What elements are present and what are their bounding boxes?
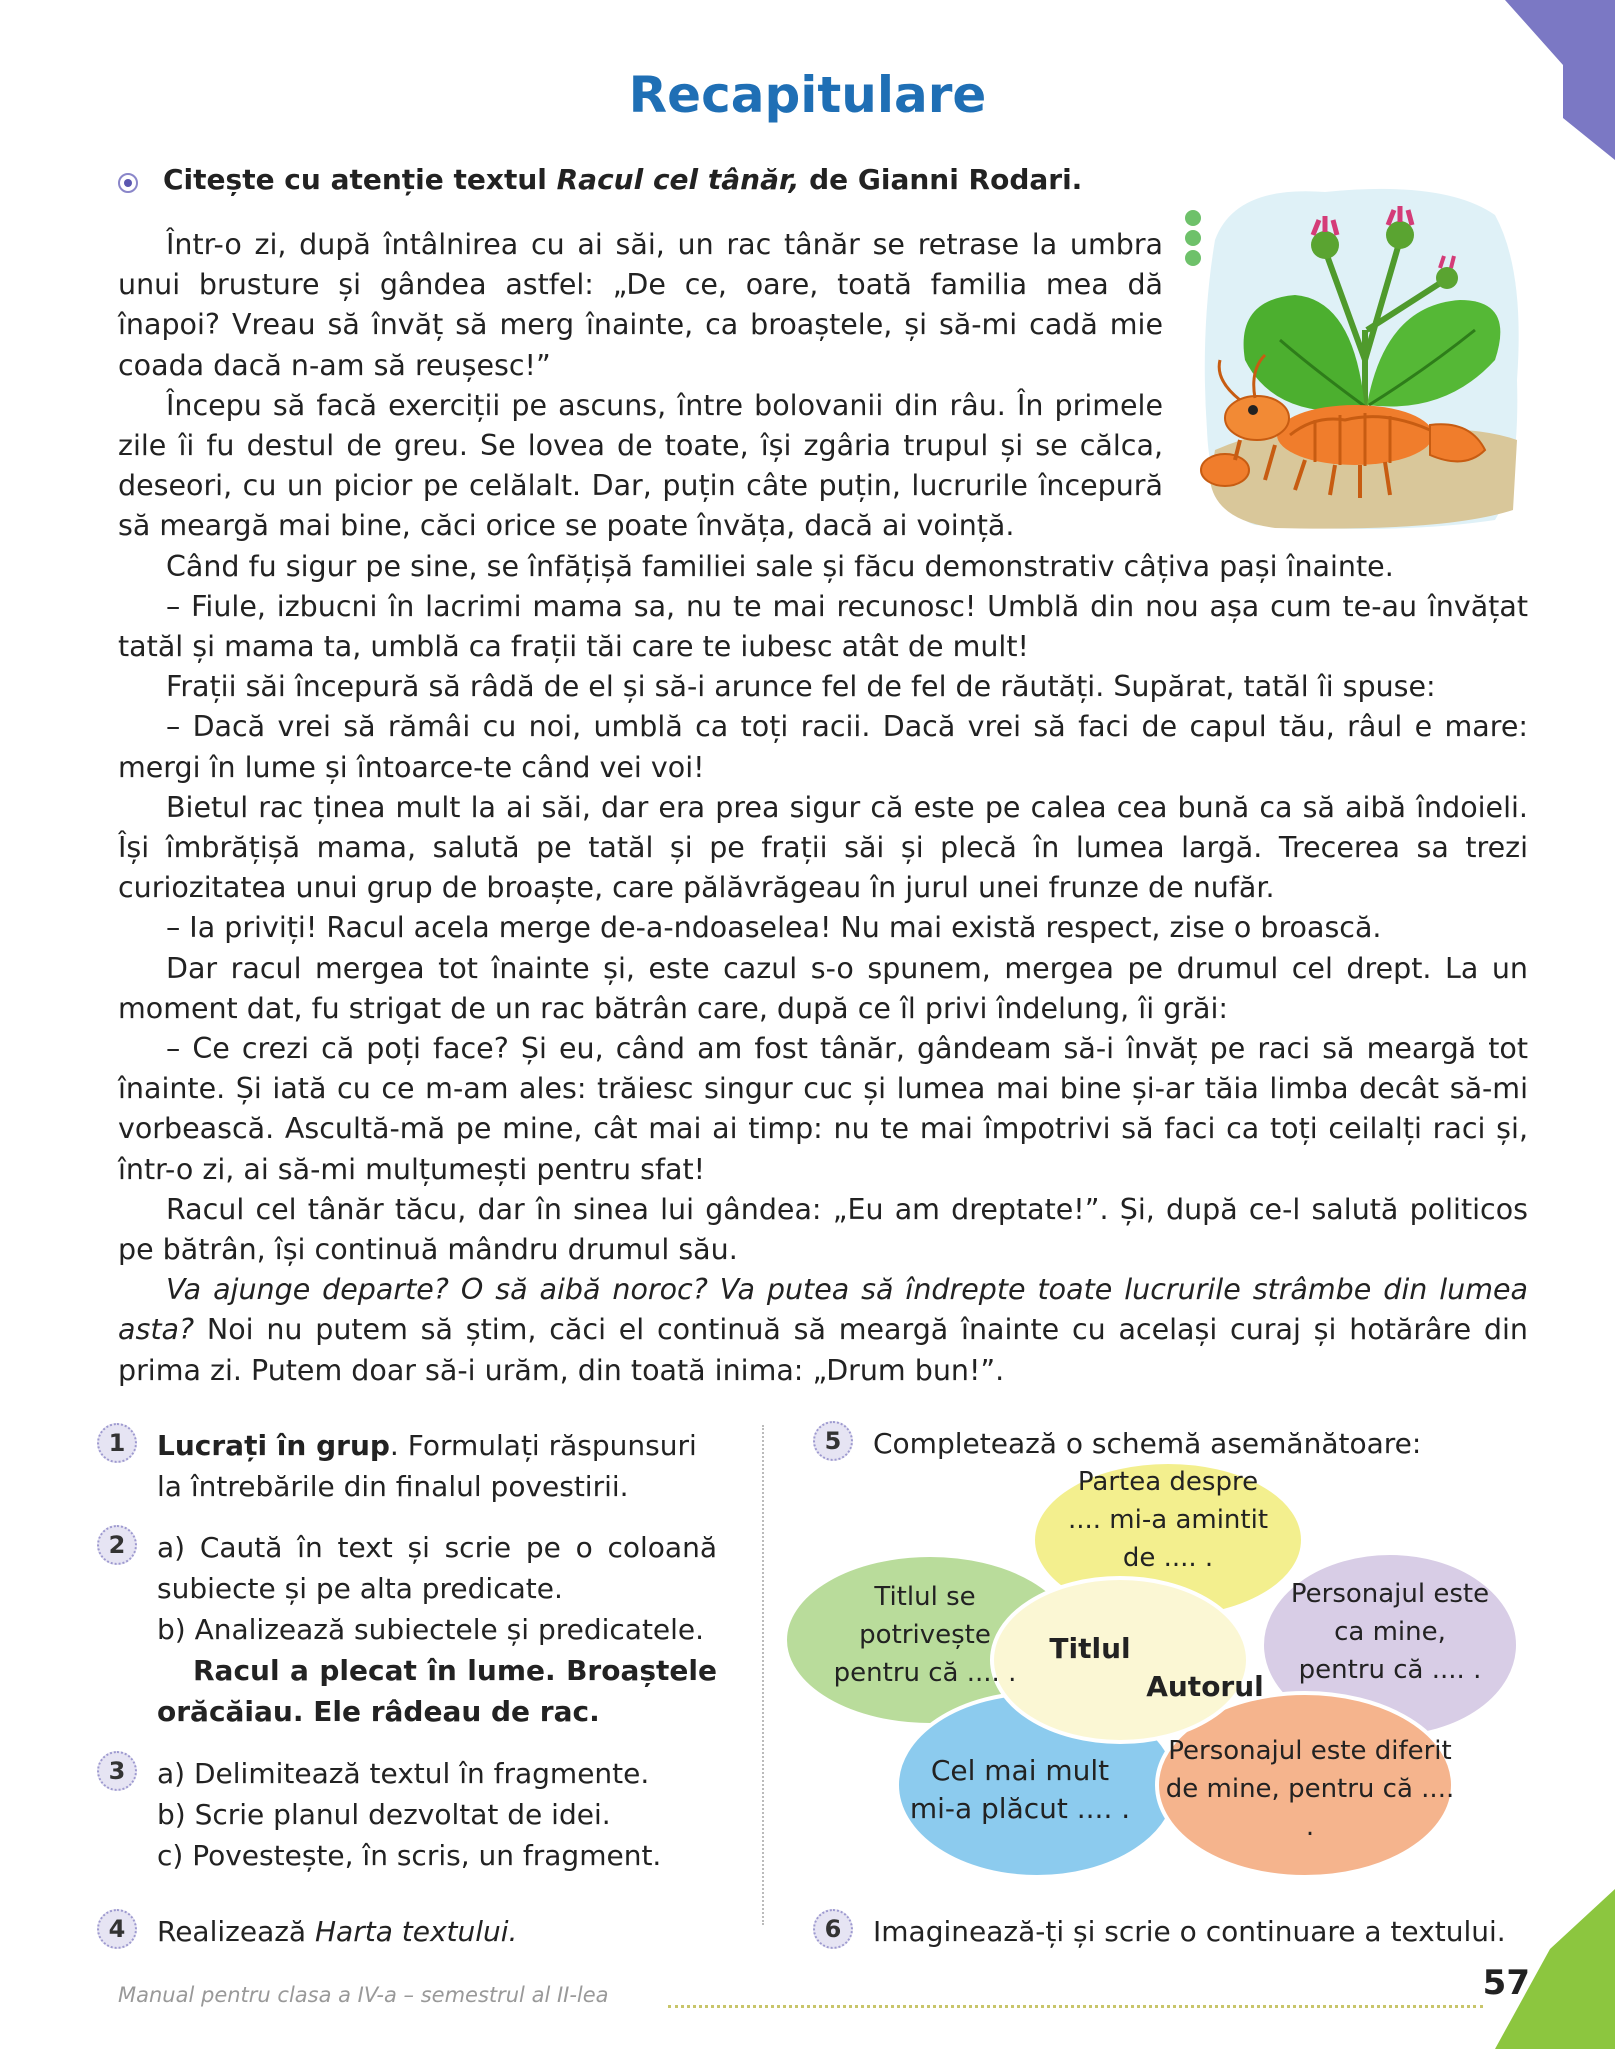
scheme-center-title: Titlul: [1049, 1632, 1131, 1665]
scheme-label-left: Titlul se potrivește pentru că .... .: [833, 1582, 1017, 1688]
column-divider: [762, 1425, 764, 1925]
example-sentences: Racul a plecat în lume. Broaștele orăcăiau. Ele râdeau de rac.: [157, 1654, 717, 1728]
story-paragraph: Racul cel tânăr tăcu, dar în sinea lui gândea: „Eu am dreptate!”. Și, după ce-l salută politicos pe bătrân, își continuă mândru drumul său.: [118, 1192, 1528, 1267]
task-number-badge: 2: [97, 1525, 137, 1565]
story-paragraph: – Dacă vrei să rămâi cu noi, umblă ca toți racii. Dacă vrei să faci de capul tău, râul e mare: mergi în lume și întoarce-te când vei voi!: [118, 710, 1528, 784]
scheme-label-bottom-right: Personajul este diferit de mine, pentru că .... .: [1165, 1736, 1455, 1842]
scheme-label-bottom-left: Cel mai mult mi-a plăcut .... .: [909, 1754, 1131, 1825]
task-6: 6 Imaginează-ți și scrie o continuare a textului.: [873, 1911, 1513, 1952]
footer-book-info: Manual pentru clasa a IV-a – semestrul al II-lea: [118, 1983, 609, 2007]
story-scheme-diagram: [775, 1460, 1520, 1880]
story-paragraph: Începu să facă exerciții pe ascuns, între bolovanii din râu. În primele zile îi fu destul de greu. Se lovea de toate, își zgâria trupul și se călca, deseori, cu un picior pe celălalt. Dar, puțin câte puțin, lucrurile începură să meargă mai bine, căci orice se poate învăța, dacă ai voință.: [118, 388, 1163, 543]
story-text: [118, 225, 1528, 1391]
story-paragraph: – Fiule, izbucni în lacrimi mama sa, nu te mai recunosc! Umblă din nou așa cum te-au învățat tatăl și mama ta, umblă ca frații tăi care te iubesc atât de mult!: [118, 589, 1528, 664]
page-title: Recapitulare: [628, 66, 987, 124]
task-3: 3 a) Delimitează textul în fragmente. b) Scrie planul dezvoltat de idei. c) Povestește, în scris, un fragment.: [157, 1753, 717, 1876]
bullet-icon: [118, 173, 138, 193]
scheme-label-top: Partea despre .... mi-a amintit de .... .: [1067, 1467, 1269, 1573]
task-number-badge: 1: [97, 1423, 137, 1463]
page-number: 57: [1482, 1963, 1530, 2003]
task-5: 5 Completează o schemă asemănătoare:: [873, 1423, 1513, 1464]
book-title: Racul cel tânăr,: [556, 163, 800, 196]
story-paragraph: – Ia priviți! Racul acela merge de-a-ndoaselea! Nu mai există respect, zise o broască.: [166, 911, 1382, 945]
task-2: 2 a) Caută în text și scrie pe o coloană subiecte și pe alta predicate. b) Analizează subiectele și predicatele. Racul a plecat în lume. Broaștele orăcăiau. Ele râdeau de rac.: [157, 1527, 717, 1732]
story-paragraph: Într-o zi, după întâlnirea cu ai săi, un rac tânăr se retrase la umbra unui brusture și gândea astfel: „De ce, oare, toată familia mea dă înapoi? Vreau să învăț să merg înainte, ca broaștele, și să-mi cadă mie coada dacă n-am să reușesc!”: [118, 228, 1163, 382]
story-paragraph: – Ce crezi că poți face? Și eu, când am fost tânăr, gândeam să-i învăț pe raci să meargă tot înainte. Și iată cu ce m-am ales: trăiesc singur cuc și lumea mai bine și-ar tăia limba decât să-mi vorbească. Ascultă-mă pe mine, cât mai ai timp: nu te mai împotrivi să faci ca toți ceilalți raci și, într-o zi, ai să-mi mulțumești pentru sfat!: [118, 1032, 1528, 1186]
story-paragraph: Dar racul mergea tot înainte și, este cazul s-o spunem, mergea pe drumul cel drept. La un moment dat, fu strigat de un rac bătrân care, după ce îl privi îndelung, îi grăi:: [118, 951, 1528, 1025]
task-1: 1 Lucrați în grup. Formulați răspunsuri la întrebările din finalul povestirii.: [157, 1425, 717, 1507]
intro-instruction: Citește cu atenție textul Racul cel tânăr, de Gianni Rodari.: [163, 163, 1083, 196]
story-paragraph: Frații săi începură să râdă de el și să-i arunce fel de fel de răutăți. Supărat, tatăl îi spuse:: [166, 670, 1436, 704]
story-paragraph: Bietul rac ținea mult la ai săi, dar era prea sigur că este pe calea cea bună ca să aibă îndoieli. Își îmbrățișă mama, salută pe tatăl și pe frații săi și plecă în lumea largă. Trecerea sa trezi curiozitatea unui grup de broaște, care pălăvrăgeau în jurul unei frunze de nufăr.: [118, 790, 1528, 905]
scheme-center-author: Autorul: [1146, 1670, 1264, 1703]
scheme-label-right: Personajul este ca mine, pentru că .... .: [1290, 1579, 1490, 1685]
task-number-badge: 4: [97, 1909, 137, 1949]
footer-divider: [668, 2005, 1483, 2008]
task-4: 4 Realizează Harta textului.: [157, 1911, 717, 1952]
task-number-badge: 6: [813, 1909, 853, 1949]
task-number-badge: 3: [97, 1751, 137, 1791]
story-paragraph: Când fu sigur pe sine, se înfățișă familiei sale și făcu demonstrativ câțiva pași înainte.: [166, 549, 1394, 583]
story-paragraph: Va ajunge departe? O să aibă noroc? Va putea să îndrepte toate lucrurile strâmbe din lumea asta? Noi nu putem să știm, căci el continuă să meargă înainte cu același curaj și hotărâre din prima zi. Putem doar să-i urăm, din toată inima: „Drum bun!”.: [118, 1273, 1528, 1387]
task-number-badge: 5: [813, 1421, 853, 1461]
